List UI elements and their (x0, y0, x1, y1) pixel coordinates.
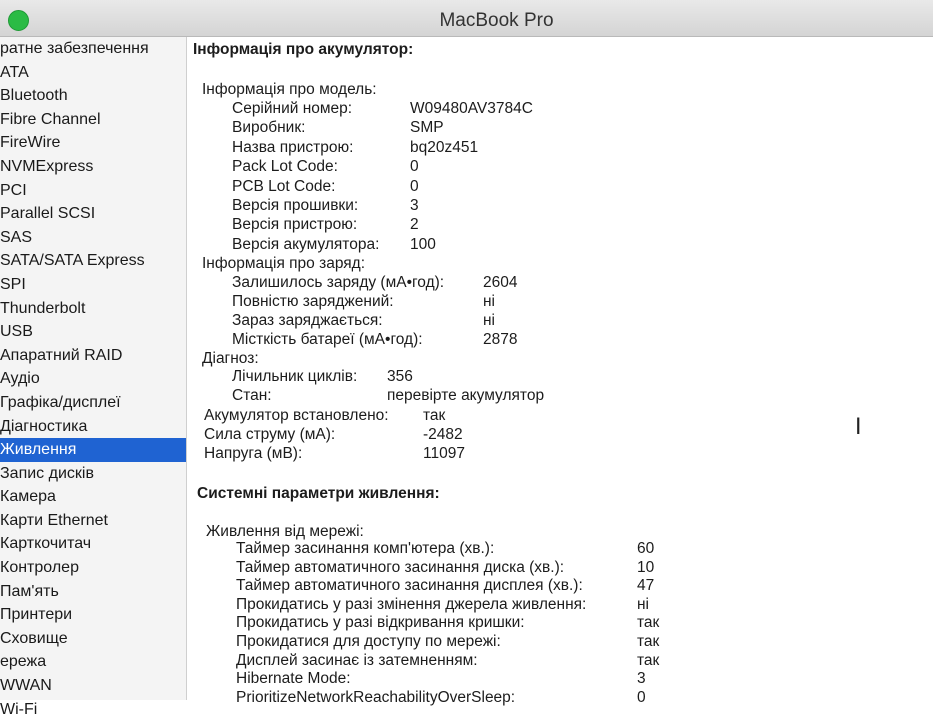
power-settings-heading: Системні параметри живлення: (197, 485, 440, 502)
info-label: Виробник: (232, 119, 306, 137)
window-title: MacBook Pro (439, 10, 554, 31)
sidebar-item[interactable]: Запис дисків (0, 464, 94, 482)
diagnosis-heading: Діагноз: (202, 350, 259, 367)
info-value: так (637, 614, 660, 632)
info-label: Дисплей засинає із затемненням: (236, 651, 478, 669)
text-cursor-icon: I (855, 415, 862, 440)
info-label: Повністю заряджений: (232, 293, 394, 310)
info-label: Pack Lot Code: (232, 158, 338, 176)
sidebar-item[interactable]: Контролер (0, 559, 79, 577)
sidebar-item[interactable]: Принтери (0, 606, 73, 624)
info-value: 356 (387, 368, 413, 385)
sidebar-item[interactable]: Пам'ять (0, 582, 59, 600)
info-label: Зараз заряджається: (232, 312, 383, 329)
info-value: 0 (637, 688, 646, 706)
info-label: Назва пристрою: (232, 138, 354, 156)
sidebar-item[interactable]: SPI (0, 275, 26, 293)
info-label: Прокидатись у разі відкривання кришки: (236, 614, 525, 632)
info-value: перевірте акумулятор (387, 387, 545, 404)
sidebar-item[interactable]: Bluetooth (0, 87, 68, 105)
info-value: W09480AV3784C (410, 100, 533, 117)
info-label: Напруга (мВ): (204, 445, 303, 462)
sidebar[interactable] (0, 37, 187, 718)
info-label: Версія акумулятора: (232, 235, 380, 253)
model-info-heading: Інформація про модель: (202, 81, 377, 98)
sidebar-item[interactable]: Thunderbolt (0, 299, 86, 317)
sidebar-item[interactable]: Карти Ethernet (0, 511, 108, 529)
info-value: так (637, 633, 660, 650)
info-label: Прокидатись у разі змінення джерела живлення: (236, 595, 587, 613)
sidebar-item[interactable]: Wi-Fi (0, 700, 38, 718)
sidebar-item[interactable]: Живлення (0, 438, 186, 462)
sidebar-item[interactable]: SAS (0, 228, 33, 246)
info-label: Лічильник циклів: (232, 368, 358, 385)
info-value: так (423, 407, 446, 424)
info-value: 10 (637, 558, 655, 576)
battery-info-heading: Інформація про акумулятор: (193, 41, 414, 58)
sidebar-item[interactable]: Діагностика (0, 417, 88, 435)
info-label: Залишилось заряду (мА•год): (232, 274, 445, 291)
info-value: 2 (410, 216, 419, 234)
info-value: 0 (410, 177, 419, 195)
info-label: Таймер засинання комп'ютера (хв.): (236, 540, 495, 557)
info-label: Версія прошивки: (232, 197, 359, 214)
ac-power-heading: Живлення від мережі: (206, 523, 364, 540)
sidebar-item[interactable]: Fibre Channel (0, 110, 101, 128)
sidebar-item[interactable]: Карткочитач (0, 535, 92, 553)
info-label: Серійний номер: (232, 100, 353, 117)
info-value: 3 (637, 670, 646, 688)
info-label: Акумулятор встановлено: (204, 407, 389, 424)
info-value: SMP (410, 119, 444, 137)
info-value: 3 (410, 197, 419, 214)
sidebar-item[interactable]: ATA (0, 63, 29, 81)
info-value: так (637, 651, 660, 669)
detail-pane (187, 37, 933, 706)
info-value: 100 (410, 235, 436, 253)
charge-info-heading: Інформація про заряд: (202, 255, 366, 272)
info-label: PCB Lot Code: (232, 177, 336, 195)
sidebar-item[interactable]: SATA/SATA Express (0, 252, 145, 270)
sidebar-item[interactable]: ратне забезпечення (0, 40, 149, 57)
sidebar-item[interactable]: Аудіо (0, 370, 40, 388)
info-label: Прокидатися для доступу по мережі: (236, 633, 501, 650)
info-label: Місткість батареї (мА•год): (232, 331, 423, 348)
info-value: ні (483, 293, 496, 310)
sidebar-item[interactable]: Parallel SCSI (0, 205, 96, 223)
info-label: Версія пристрою: (232, 216, 358, 234)
info-value: 0 (410, 158, 419, 176)
sidebar-item[interactable]: PCI (0, 181, 27, 199)
sidebar-item[interactable]: Графіка/дисплеї (0, 393, 121, 411)
info-value: bq20z451 (410, 138, 479, 156)
sidebar-item[interactable]: WWAN (0, 677, 52, 695)
sidebar-item[interactable]: Камера (0, 488, 56, 506)
info-value: 60 (637, 540, 655, 557)
info-value: ні (637, 595, 650, 613)
info-value: -2482 (423, 426, 463, 443)
info-label: Таймер автоматичного засинання диска (хв.): (236, 558, 565, 576)
sidebar-item[interactable]: USB (0, 323, 33, 341)
sidebar-item[interactable]: Сховище (0, 629, 68, 647)
sidebar-item[interactable]: FireWire (0, 134, 61, 152)
info-label: Сила струму (мА): (204, 426, 336, 443)
info-label: Стан: (232, 387, 272, 404)
info-label: Hibernate Mode: (236, 670, 351, 688)
sidebar-item[interactable]: NVMExpress (0, 157, 94, 175)
info-value: 2878 (483, 331, 518, 348)
title-bar (0, 0, 933, 37)
info-label: Таймер автоматичного засинання дисплея (хв.): (236, 577, 583, 595)
sidebar-item[interactable]: ережа (0, 653, 47, 671)
sidebar-item[interactable]: Апаратний RAID (0, 346, 123, 364)
info-value: 2604 (483, 274, 518, 291)
info-value: ні (483, 312, 496, 329)
info-value: 47 (637, 577, 655, 595)
info-value: 11097 (423, 445, 465, 462)
info-label: PrioritizeNetworkReachabilityOverSleep: (236, 688, 516, 706)
